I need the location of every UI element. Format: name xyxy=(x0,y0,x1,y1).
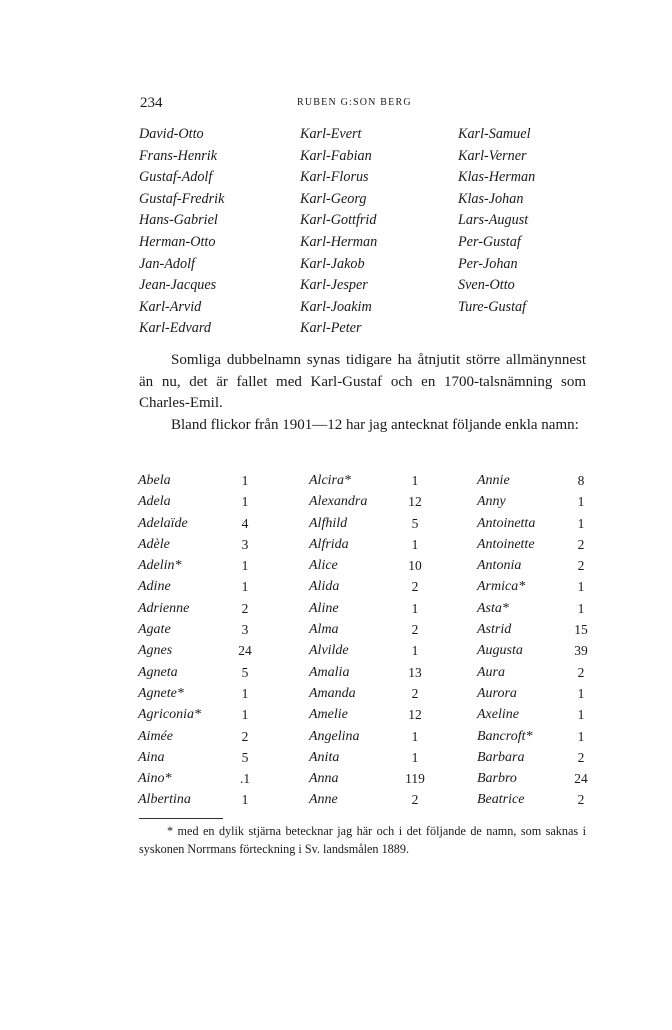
name-entry: Annie xyxy=(477,473,510,488)
name-count: 2 xyxy=(411,685,419,701)
name-count: 1 xyxy=(577,728,585,744)
name-entry: Adèle xyxy=(138,536,170,552)
compound-name: Gustaf-Fredrik xyxy=(139,190,225,207)
name-entry: Aurora xyxy=(477,685,517,701)
name-count: 1 xyxy=(411,643,419,659)
name-entry: Angelina xyxy=(309,728,360,744)
compound-name: Hans-Gabriel xyxy=(139,212,218,229)
name-entry: Alcira* xyxy=(309,473,351,488)
name-count: 15 xyxy=(574,622,588,638)
name-count: 8 xyxy=(577,473,585,488)
compound-names-column-1 xyxy=(139,124,224,340)
compound-names-column-2 xyxy=(300,124,377,340)
compound-name: Ture-Gustaf xyxy=(458,298,527,315)
compound-name: Karl-Gottfrid xyxy=(300,212,377,229)
name-count: 1 xyxy=(577,579,585,595)
name-count: 24 xyxy=(574,771,588,787)
name-entry: Agate xyxy=(138,622,171,638)
name-count: 2 xyxy=(577,558,585,574)
footnote-text: * med en dylik stjärna betecknar jag här och i det följande de namn, som saknas i syskonen Norrmans förteckning i Sv. landsmålen 1889. xyxy=(139,824,586,856)
name-entry: Antoinette xyxy=(477,536,535,552)
compound-name: Karl-Edvard xyxy=(139,320,211,337)
name-entry: Alfrida xyxy=(309,536,349,552)
name-entry: Alfhild xyxy=(309,515,348,531)
name-entry: Anna xyxy=(309,771,339,787)
name-count: 12 xyxy=(408,494,422,510)
name-count: 2 xyxy=(577,536,585,552)
name-entry: Augusta xyxy=(477,643,523,659)
compound-name: Karl-Florus xyxy=(300,169,369,186)
name-entry: Aimée xyxy=(138,728,173,744)
compound-name: Jan-Adolf xyxy=(139,255,195,272)
footnote-rule xyxy=(139,818,223,819)
name-count: .1 xyxy=(239,771,251,787)
name-count: 10 xyxy=(408,558,422,574)
name-count: 1 xyxy=(241,494,249,510)
name-entry: Bancroft* xyxy=(477,728,533,744)
name-entry: Barbro xyxy=(477,771,517,787)
name-count: 2 xyxy=(411,579,419,595)
name-count: 1 xyxy=(577,494,585,510)
name-count: 1 xyxy=(241,707,249,723)
name-entry: Agriconia* xyxy=(138,707,201,723)
name-entry: Armica* xyxy=(477,579,526,595)
names-column-1 xyxy=(138,470,201,811)
counts-column-1 xyxy=(232,470,258,811)
name-entry: Adrienne xyxy=(138,600,190,616)
name-entry: Asta* xyxy=(477,600,509,616)
name-count: 1 xyxy=(577,707,585,723)
name-count: 1 xyxy=(241,473,249,488)
compound-name: Klas-Herman xyxy=(458,169,536,186)
compound-name: Karl-Jakob xyxy=(300,255,365,272)
name-count: 1 xyxy=(411,600,419,616)
compound-name: Karl-Georg xyxy=(300,190,367,207)
name-entry: Adelaïde xyxy=(138,515,188,531)
name-entry: Alida xyxy=(309,579,340,595)
name-count: 1 xyxy=(411,728,419,744)
name-entry: Adine xyxy=(138,579,171,595)
name-count: 2 xyxy=(241,600,249,616)
name-entry: Albertina xyxy=(138,792,191,808)
name-entry: Adela xyxy=(138,494,171,510)
name-count: 3 xyxy=(241,622,249,638)
name-entry: Amelie xyxy=(309,707,348,723)
name-count: 3 xyxy=(241,536,249,552)
compound-name: Karl-Peter xyxy=(300,320,362,337)
names-column-3 xyxy=(477,470,535,811)
body-paragraph: Bland flickor från 1901—12 har jag antecknat följande enkla namn: xyxy=(171,417,579,433)
name-entry: Antonia xyxy=(477,558,522,574)
name-count: 1 xyxy=(241,579,249,595)
name-count: 5 xyxy=(241,749,249,765)
compound-name: Klas-Johan xyxy=(458,190,524,207)
compound-name: Karl-Samuel xyxy=(458,126,531,142)
name-count: 1 xyxy=(577,685,585,701)
compound-name: Karl-Verner xyxy=(458,147,527,164)
body-paragraph: Somliga dubbelnamn synas tidigare ha åtnjutit större allmänynnest än nu, det är fallet med Karl-Gustaf och en 1700-talsnämning som Charles-Emil. xyxy=(139,352,586,411)
name-entry: Amalia xyxy=(309,664,350,680)
name-entry: Barbara xyxy=(477,749,525,765)
name-entry: Alma xyxy=(309,622,339,638)
name-count: 4 xyxy=(241,515,249,531)
compound-name: Per-Johan xyxy=(458,255,518,272)
name-count: 2 xyxy=(577,792,585,808)
name-count: 1 xyxy=(577,515,585,531)
name-entry: Anne xyxy=(309,792,338,808)
name-count: 1 xyxy=(241,792,249,808)
compound-name: Karl-Fabian xyxy=(300,147,372,164)
page-number: 234 xyxy=(140,95,163,111)
counts-column-2 xyxy=(398,470,432,811)
name-entry: Aline xyxy=(309,600,339,616)
name-count: 2 xyxy=(577,664,585,680)
compound-name: Herman-Otto xyxy=(139,233,216,250)
footnote xyxy=(139,822,586,858)
compound-name: Sven-Otto xyxy=(458,277,515,294)
name-entry: Astrid xyxy=(477,622,512,638)
name-count: 2 xyxy=(241,728,249,744)
name-entry: Agneta xyxy=(138,664,178,680)
name-entry: Abela xyxy=(138,473,171,488)
compound-name: Gustaf-Adolf xyxy=(139,169,213,186)
name-count: 1 xyxy=(241,685,249,701)
name-entry: Agnete* xyxy=(138,685,184,701)
name-entry: Alice xyxy=(309,558,338,574)
name-entry: Amanda xyxy=(309,685,356,701)
compound-name: Karl-Evert xyxy=(300,126,362,142)
name-count: 1 xyxy=(241,558,249,574)
running-head: RUBEN G:SON BERG xyxy=(297,97,412,108)
name-count: 5 xyxy=(241,664,249,680)
name-entry: Alvilde xyxy=(309,643,349,659)
compound-name: Karl-Joakim xyxy=(300,298,372,315)
compound-names-column-3 xyxy=(458,124,535,318)
compound-name: Karl-Jesper xyxy=(300,277,368,294)
name-entry: Anita xyxy=(309,749,340,765)
name-count: 2 xyxy=(411,622,419,638)
name-count: 39 xyxy=(574,643,588,659)
name-count: 1 xyxy=(411,749,419,765)
name-count: 13 xyxy=(408,664,422,680)
name-entry: Aino* xyxy=(138,771,172,787)
names-column-2 xyxy=(309,470,367,811)
name-entry: Anny xyxy=(477,494,506,510)
compound-name: Lars-August xyxy=(458,212,529,229)
name-count: 24 xyxy=(238,643,252,659)
name-entry: Alexandra xyxy=(309,494,368,510)
name-count: 2 xyxy=(577,749,585,765)
compound-name: Per-Gustaf xyxy=(458,233,521,250)
compound-name: Karl-Arvid xyxy=(139,298,202,315)
name-count: 1 xyxy=(411,536,419,552)
page-header xyxy=(0,95,672,113)
name-entry: Aina xyxy=(138,749,165,765)
name-count: 1 xyxy=(577,600,585,616)
compound-name: Jean-Jacques xyxy=(139,277,217,294)
name-count: 1 xyxy=(411,473,419,488)
name-entry: Axeline xyxy=(477,707,519,723)
name-count: 2 xyxy=(411,792,419,808)
compound-name: David-Otto xyxy=(139,126,204,142)
name-entry: Adelin* xyxy=(138,558,182,574)
name-count: 5 xyxy=(411,515,419,531)
name-count: 12 xyxy=(408,707,422,723)
compound-name: Frans-Henrik xyxy=(139,147,218,164)
counts-column-3 xyxy=(564,470,598,811)
name-entry: Aura xyxy=(477,664,505,680)
name-entry: Beatrice xyxy=(477,792,525,808)
name-entry: Agnes xyxy=(138,643,173,659)
name-entry: Antoinetta xyxy=(477,515,536,531)
compound-name: Karl-Herman xyxy=(300,233,378,250)
name-count: 119 xyxy=(405,771,425,787)
